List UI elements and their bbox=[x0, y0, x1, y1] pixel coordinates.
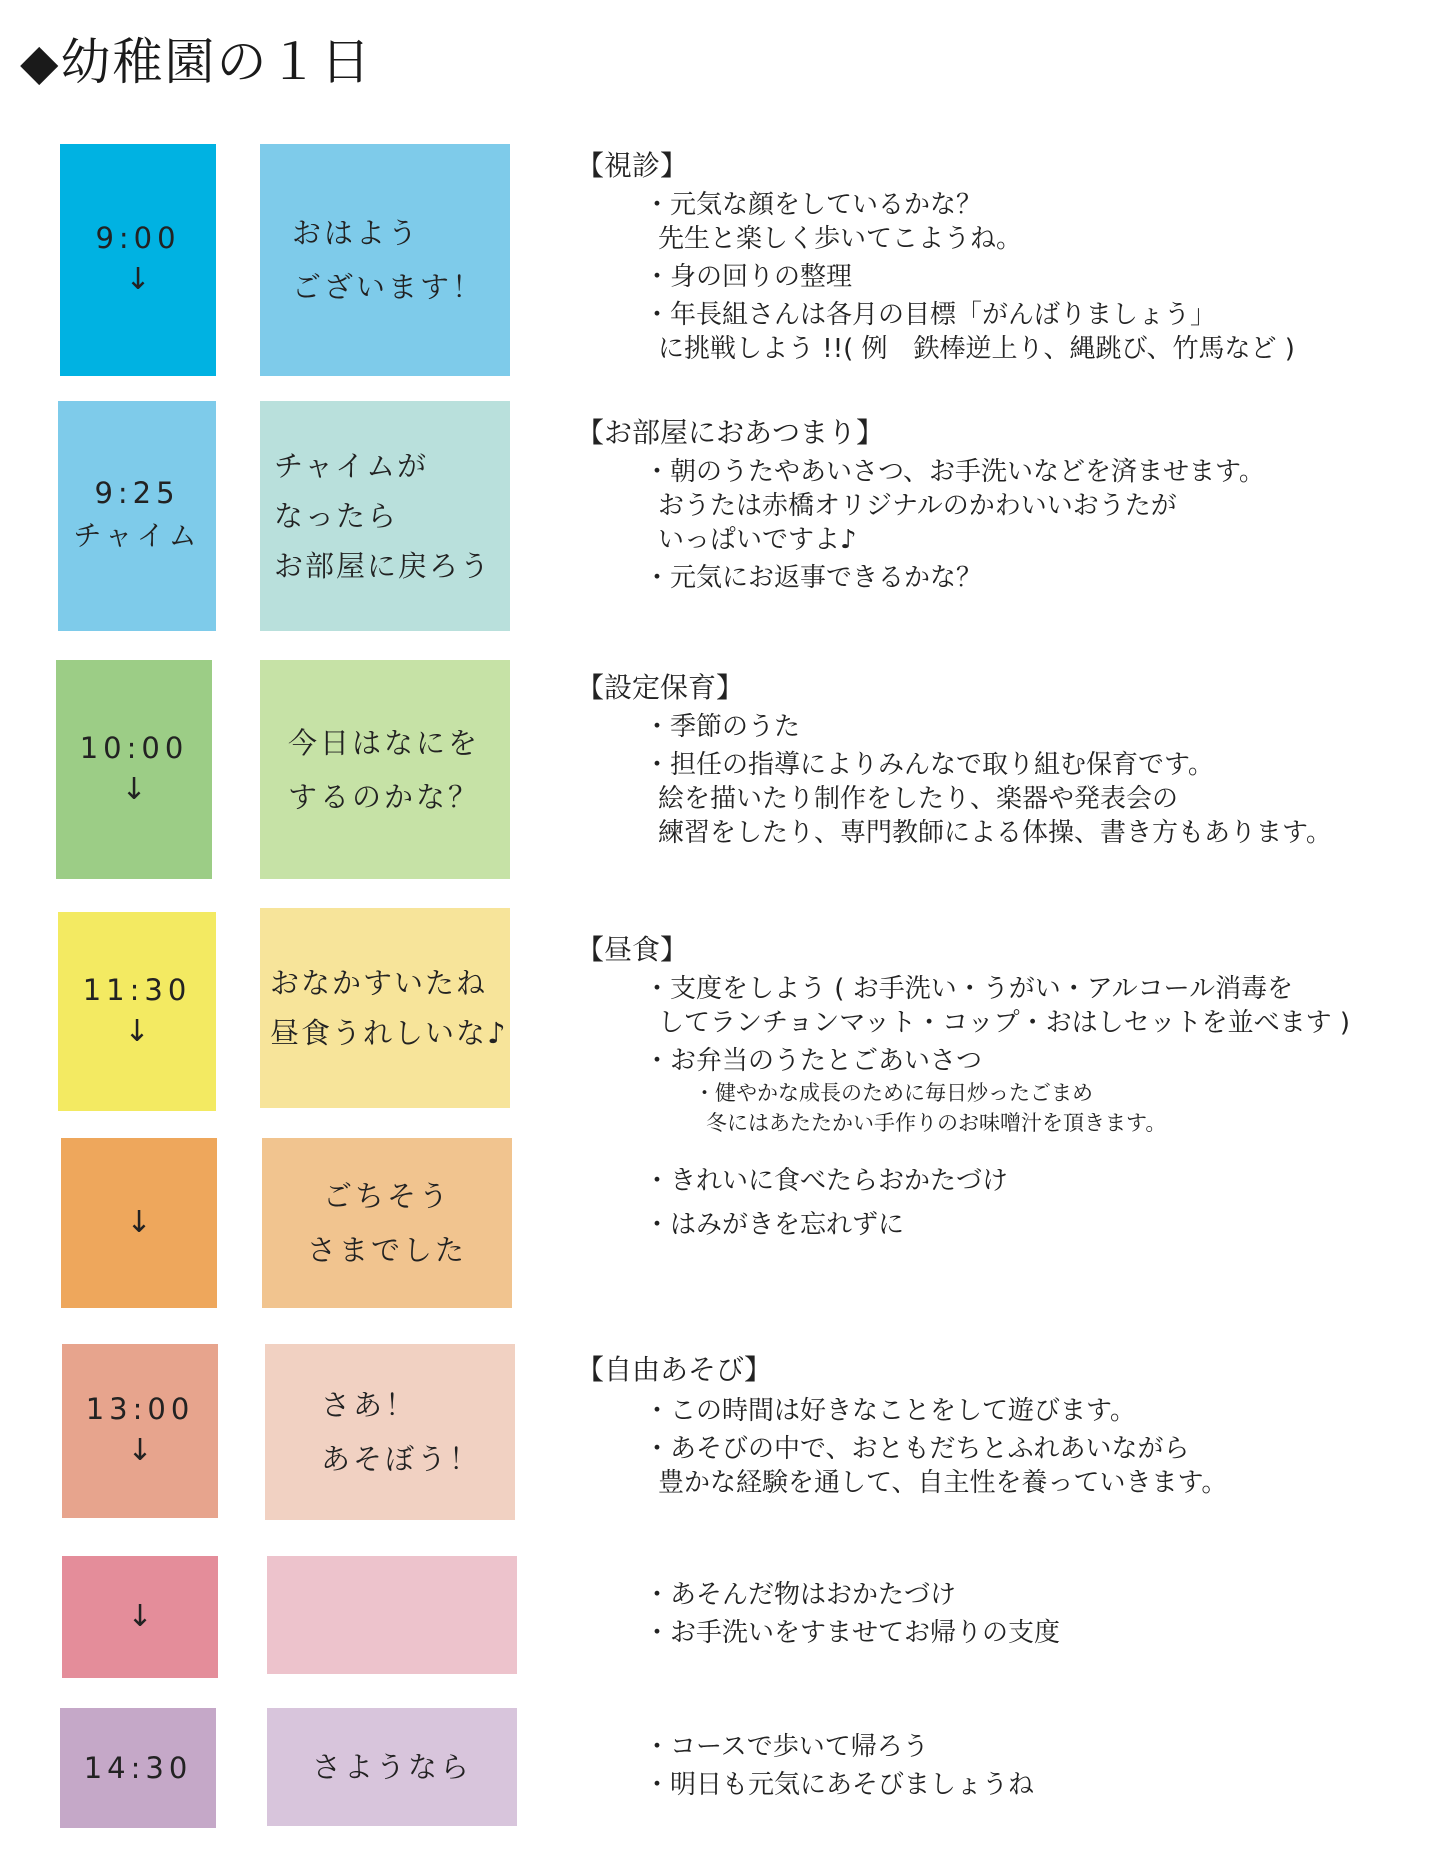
message-line: あそぼう！ bbox=[321, 1442, 482, 1476]
time-box-0925 bbox=[58, 401, 216, 631]
time-box-lunch-end bbox=[61, 1138, 217, 1308]
section-heading: 【昼食】 bbox=[576, 933, 689, 966]
page-title bbox=[20, 22, 372, 94]
description-lunch-end bbox=[576, 1164, 1436, 1242]
description-1130 bbox=[576, 932, 1436, 1138]
list-item: ・担任の指導によりみんなで取り組む保育です。 絵を描いたり制作をしたり、楽器や発表会の 練習をしたり、専門教師による体操、書き方もあります。 bbox=[644, 750, 1332, 848]
list-item: ・きれいに食べたらおかたづけ bbox=[644, 1166, 1009, 1196]
list-item: ・お手洗いをすませてお帰りの支度 bbox=[644, 1618, 1061, 1648]
time-box-0900 bbox=[60, 144, 216, 376]
list-item: ・身の回りの整理 bbox=[644, 262, 853, 292]
list-item: ・元気な顔をしているかな？ 先生と楽しく歩いてこようね。 bbox=[644, 190, 1023, 254]
message-line: ごちそう bbox=[322, 1179, 451, 1213]
time-sublabel: チャイム bbox=[73, 519, 201, 552]
section-heading: 【視診】 bbox=[576, 149, 689, 182]
description-1000 bbox=[576, 670, 1436, 850]
schedule-row-1430 bbox=[0, 1708, 1440, 1828]
list-item: ・年長組さんは各月の目標「がんばりましょう」 に挑戦しよう !!( 例 鉄棒逆上り、縄跳び、竹馬など ) bbox=[644, 300, 1295, 364]
message-line: さようなら bbox=[311, 1750, 472, 1784]
list-item: ・元気にお返事できるかな？ bbox=[644, 563, 983, 593]
schedule-row-0900 bbox=[0, 144, 1440, 376]
message-line: するのかな？ bbox=[288, 779, 481, 814]
section-heading: 【お部屋におあつまり】 bbox=[576, 416, 885, 449]
message-line: 昼食うれしいな♪ bbox=[270, 1016, 508, 1050]
section-heading: 【自由あそび】 bbox=[576, 1353, 773, 1386]
message-box-prep bbox=[267, 1556, 517, 1674]
message-box-1130 bbox=[260, 908, 510, 1108]
description-0925 bbox=[576, 415, 1436, 595]
message-box-0900 bbox=[260, 144, 510, 376]
list-item: ・この時間は好きなことをして遊びます。 bbox=[644, 1396, 1136, 1426]
description-prep bbox=[576, 1578, 1436, 1650]
arrow-down-icon: ↓ bbox=[126, 1205, 152, 1240]
message-line: お部屋に戻ろう bbox=[274, 549, 492, 583]
message-box-lunch-end bbox=[262, 1138, 512, 1308]
time-box-1300 bbox=[62, 1344, 218, 1518]
schedule-row-1130 bbox=[0, 908, 1440, 1135]
message-line: なったら bbox=[274, 499, 399, 533]
list-item: ・朝のうたやあいさつ、お手洗いなどを済ませます。 おうたは赤橋オリジナルのかわいいおうたが いっぱいですよ♪ bbox=[644, 457, 1265, 555]
message-line: ございます！ bbox=[292, 270, 485, 304]
time-label: 13:00 bbox=[85, 1392, 195, 1426]
schedule-row-1300 bbox=[0, 1344, 1440, 1520]
message-box-1000 bbox=[260, 660, 510, 879]
time-box-1130 bbox=[58, 912, 216, 1111]
time-label: 9:00 bbox=[95, 221, 181, 255]
schedule-row-1000 bbox=[0, 660, 1440, 879]
time-box-1430 bbox=[60, 1708, 216, 1828]
list-item: ・あそんだ物はおかたづけ bbox=[644, 1580, 957, 1610]
message-line: さあ！ bbox=[321, 1388, 418, 1422]
arrow-down-icon: ↓ bbox=[125, 262, 151, 297]
time-label: 11:30 bbox=[82, 972, 192, 1007]
message-line: チャイムが bbox=[274, 449, 429, 483]
message-line: さまでした bbox=[306, 1233, 467, 1267]
description-0900 bbox=[576, 148, 1436, 366]
list-item: ・あそびの中で、おともだちとふれあいながら 豊かな経験を通して、自主性を養っていきます。 bbox=[644, 1434, 1228, 1498]
schedule-row-lunch-end bbox=[0, 1138, 1440, 1308]
section-heading: 【設定保育】 bbox=[576, 671, 745, 704]
description-1300 bbox=[576, 1352, 1436, 1500]
message-line: おはよう bbox=[292, 216, 421, 250]
time-label: 9:25 bbox=[94, 476, 180, 510]
schedule-row-0925 bbox=[0, 401, 1440, 631]
list-item: ・支度をしよう ( お手洗い・うがい・アルコール消毒を してランチョンマット・コップ・おはしセットを並べます ) bbox=[644, 974, 1351, 1038]
arrow-down-icon: ↓ bbox=[124, 1013, 150, 1049]
arrow-down-icon: ↓ bbox=[127, 1599, 153, 1634]
message-box-1430 bbox=[267, 1708, 517, 1826]
message-box-1300 bbox=[265, 1344, 515, 1520]
list-subitem: ・健やかな成長のために毎日炒ったごまめ 冬にはあたたかい手作りのお味噌汁を頂きます。 bbox=[694, 1081, 1167, 1135]
list-item: ・コースで歩いて帰ろう bbox=[644, 1732, 929, 1762]
schedule-row-prep bbox=[0, 1556, 1440, 1678]
list-item: ・お弁当のうたとごあいさつ bbox=[644, 1046, 983, 1076]
time-label: 14:30 bbox=[83, 1751, 193, 1785]
time-label: 10:00 bbox=[79, 730, 189, 765]
arrow-down-icon: ↓ bbox=[127, 1433, 153, 1468]
message-box-0925 bbox=[260, 401, 510, 631]
description-1430 bbox=[576, 1730, 1436, 1802]
time-box-prep bbox=[62, 1556, 218, 1678]
message-line: おなかすいたね bbox=[270, 966, 488, 1000]
list-item: ・明日も元気にあそびましょうね bbox=[644, 1770, 1035, 1800]
list-item: ・季節のうた bbox=[644, 712, 801, 742]
arrow-down-icon: ↓ bbox=[121, 771, 147, 807]
page-title-text: ◆幼稚園の１日 bbox=[20, 33, 373, 91]
time-box-1000 bbox=[56, 660, 212, 879]
message-line: 今日はなにを bbox=[288, 725, 481, 760]
list-item: ・はみがきを忘れずに bbox=[644, 1210, 905, 1240]
